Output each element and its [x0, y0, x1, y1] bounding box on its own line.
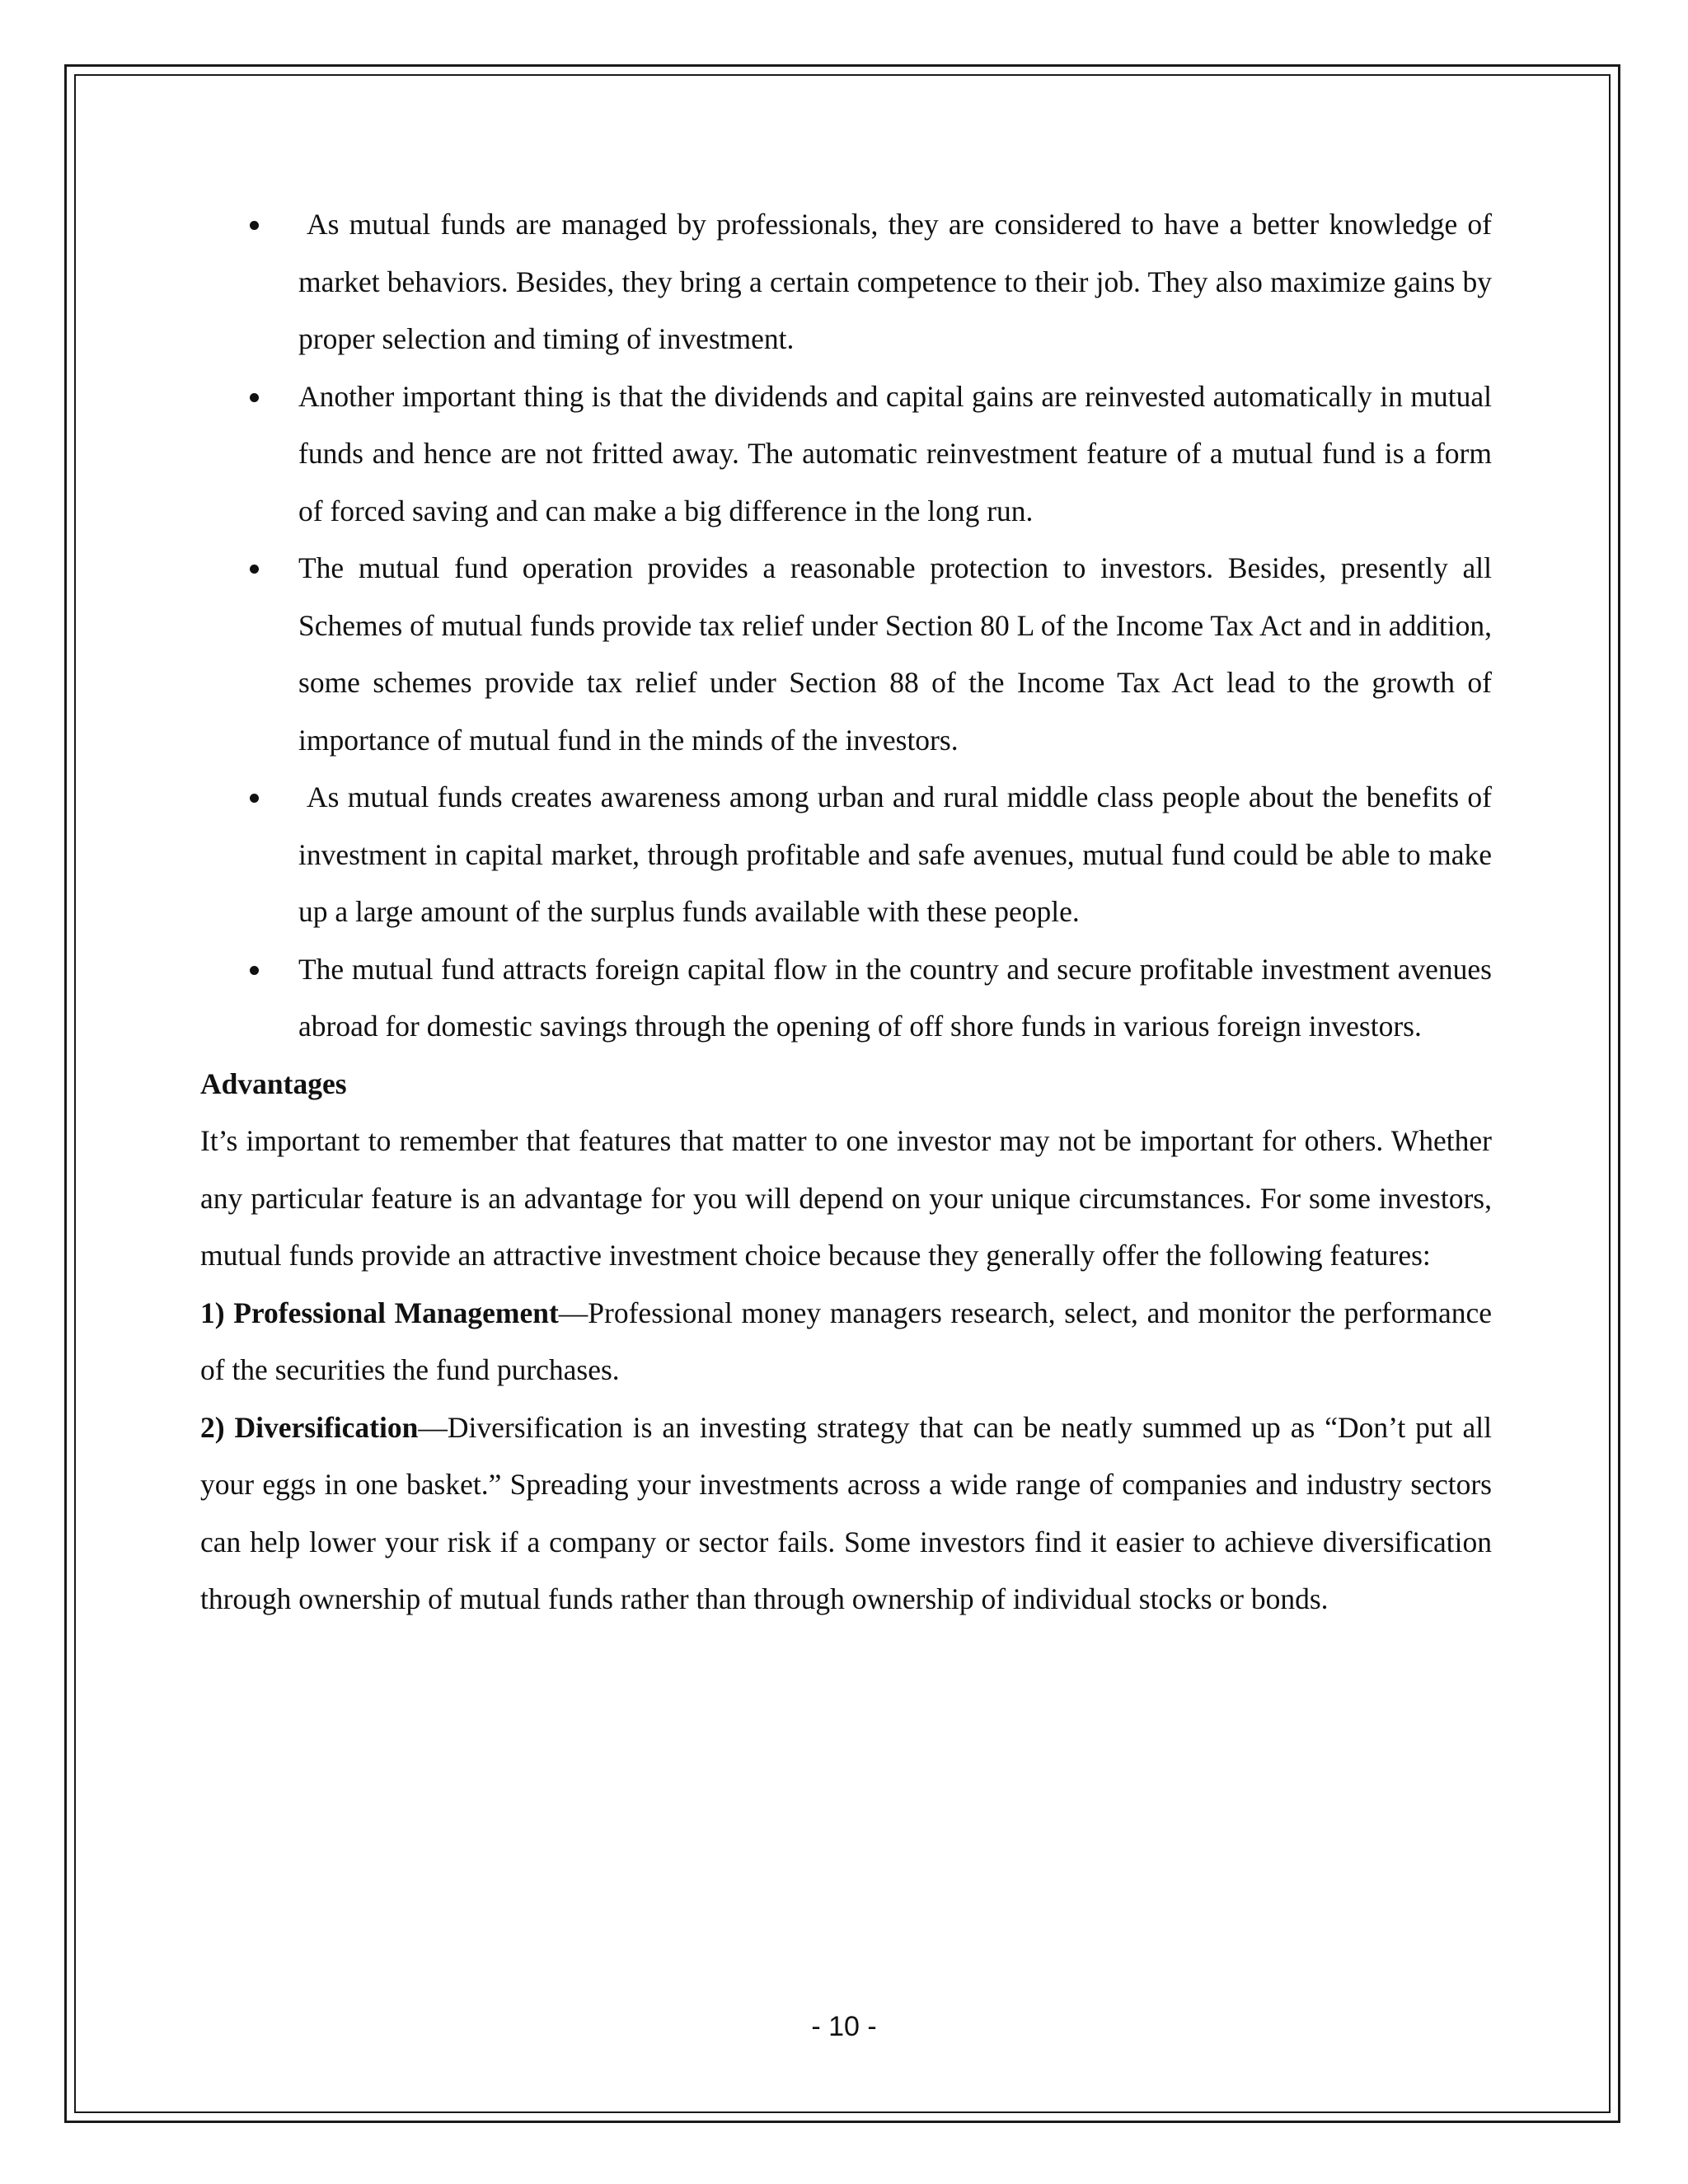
advantages-heading: Advantages	[200, 1066, 347, 1100]
bullet-text: Another important thing is that the dividends and capital gains are reinvested automatically in mutual funds and hence are not fritted away. The automatic reinvestment feature of a mutual fund is a form of forced saving and can make a big difference in the long run.	[298, 379, 1492, 527]
advantage-lead: 1) Professional Management	[200, 1296, 559, 1329]
page-content	[200, 196, 1492, 1629]
bullet-text: The mutual fund attracts foreign capital flow in the country and secure profitable investment avenues abroad for domestic savings through the opening of off shore funds in various foreign investors.	[298, 952, 1492, 1043]
bullet-item-professionals	[200, 196, 1492, 368]
bullet-item-reinvestment	[200, 368, 1492, 541]
advantage-body: —Professional money managers research, select, and monitor the performance of the securities the fund purchases.	[200, 1296, 1492, 1386]
advantages-intro: It’s important to remember that features that matter to one investor may not be important for others. Whether any particular feature is an advantage for you will depend on your unique circumstances. For some investors, mutual funds provide an attractive investment choice because they generally offer the following features:	[200, 1124, 1492, 1272]
bullet-text: As mutual funds are managed by professionals, they are considered to have a better knowledge of market behaviors. Besides, they bring a certain competence to their job. They also maximize gains by proper selection and timing of investment.	[298, 208, 1492, 355]
features-bullet-list	[200, 196, 1492, 1056]
advantage-diversification	[200, 1399, 1492, 1629]
advantage-professional-management	[200, 1285, 1492, 1399]
bullet-item-protection	[200, 540, 1492, 769]
bullet-item-foreign-capital	[200, 941, 1492, 1056]
bullet-text: The mutual fund operation provides a reasonable protection to investors. Besides, presently all Schemes of mutual funds provide tax relief under Section 80 L of the Income Tax Act and in addition, some schemes provide tax relief under Section 88 of the Income Tax Act lead to the growth of importance of mutual fund in the minds of the investors.	[298, 551, 1492, 757]
advantage-body: —Diversification is an investing strategy that can be neatly summed up as “Don’t put all your eggs in one basket.” Spreading your investments across a wide range of companies and industry sectors can help lower your risk if a company or sector fails. Some investors find it easier to achieve diversification through ownership of mutual funds rather than through ownership of individual stocks or bonds.	[200, 1410, 1492, 1615]
bullet-text: As mutual funds creates awareness among urban and rural middle class people about the benefits of investment in capital market, through profitable and safe avenues, mutual fund could be able to make up a large amount of the surplus funds available with these people.	[298, 780, 1492, 928]
page-number: - 10 -	[811, 2011, 877, 2042]
advantage-lead: 2) Diversification	[200, 1410, 419, 1444]
bullet-item-awareness	[200, 769, 1492, 941]
